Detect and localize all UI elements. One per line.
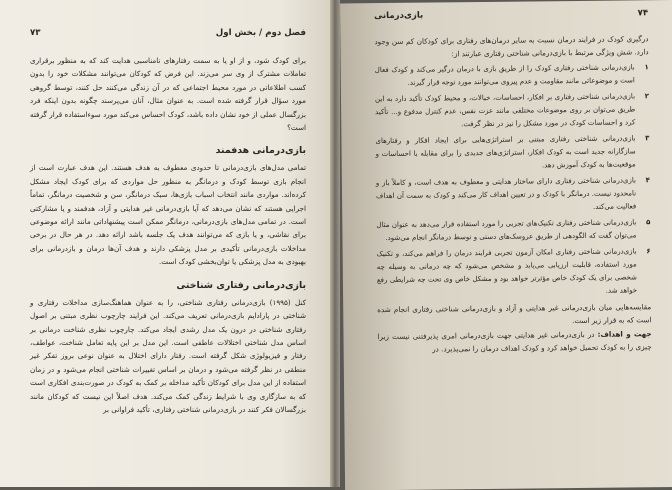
list-item-text: بازی‌درمانی شناختی رفتاری مبتنی بر استراتژی‌هایی برای ایجاد افکار و رفتارهای سازگارانه جدید است به کودک افکار، استراتژی‌های جدیدی را برای مقابله با احساسات و موقعیت‌ها به کودک آموزش دهد. bbox=[375, 134, 636, 170]
list-item-text: بازی‌درمانی شناختی رفتاری تکنیک‌های تجربی را مورد استفاده قرار می‌دهد به عنوان مثال می‌توان گفت که الگودهی از طریق عروسک‌های دستی و توسط درمانگر انجام می‌شود. bbox=[376, 218, 637, 242]
right-page bbox=[340, 0, 672, 490]
section-heading: بازی‌درمانی رفتاری شناختی bbox=[176, 279, 306, 291]
page-number: ۷۳ bbox=[30, 28, 41, 38]
list-item-number: ۴ bbox=[645, 176, 650, 185]
list-item-text: بازی‌درمانی شناختی رفتاری امکان آزمون تجربی فرایند درمان را فراهم می‌کند، و تکنیک مورد استفاده، قابلیت ارزیابی می‌یابد و مشخص می‌شود که چه درمانی به وسیله چه شخصی برای یک کودک خاص مؤثرتر خواهد بود و مشکل خاص وی تحت چه شرایطی رفع خواهد شد. bbox=[376, 247, 638, 295]
section-paragraph: کنل (۱۹۹۵) بازی‌درمانی رفتاری شناختی، را به عنوان هماهنگ‌سازی مداخلات رفتاری و شناختی در پارادایم بازی‌درمانی تعریف می‌کند. این فرایند چارچوب نظری مبتنی بر اصول رفتاری شناختی در درون یک مدل رشدی ایجاد می‌کند. چارچوب نظری شناخت درمانی بر اساس مدل شناختی اختلالات عاطفی است. این مدل بر این پایه تعامل شناخت، عواطف، رفتار و فیزیولوژی شکل گرفته است. رفتار دارای اختلال به عنوان نوعی بروز تفکر غیر منطقی در نظر گرفته می‌شود و درمان بر اساس تغییرات شناختی انجام می‌شود و در زمان استفاده از این مدل برای کودکان تأکید مداخله بر کمک به کودک در صورت‌بندی افکاری است که به سازگاری وی با شرایط زندگی کمک می‌کند. هدف اصلاً این نیست که کودکان مانند بزرگسالان فکر کنند در بازی‌درمانی شناختی رفتاری، تأکید فراوانی بر bbox=[30, 297, 306, 414]
page-number: ۷۴ bbox=[637, 8, 649, 19]
goals-paragraph bbox=[377, 327, 651, 357]
list-item bbox=[375, 90, 649, 132]
list-item-text: بازی‌درمانی شناختی رفتاری کودک را از طریق بازی با درمان درگیر می‌کند و کودک فعال است و موضوعاتی مانند مقاومت و عدم پیروی می‌توانند مورد توجه قرار گیرند. bbox=[374, 63, 635, 87]
book-gutter bbox=[330, 0, 340, 487]
list-item-number: ۵ bbox=[646, 218, 651, 227]
feature-list bbox=[375, 61, 651, 300]
section-heading: بازی‌درمانی هدفمند bbox=[215, 145, 306, 157]
list-item bbox=[375, 61, 649, 90]
goals-lead: جهت و اهداف: bbox=[597, 328, 652, 339]
section-paragraph: تمامی مدل‌های بازی‌درمانی تا حدودی معطوف به هدف هستند. این هدف عبارت است از انجام بازی توسط کودک و درمانگر به منظور حل مواردی که برای کودک ایجاد مشکل کرده‌اند. مواردی مانند انتخاب اسباب بازی‌ها، سبک درمانگر، سن و شخصیت درمانگر، تماماً اجرایی هستند که نشان می‌دهد که آیا بازی‌درمانی غیر هدایتی و آزاد، هدفمند و یا مشارکتی است. در تمامی مدل‌های بازی‌درمانی، درمانگر ممکن است پیشنهاداتی مانند ارائه موضوعی برای نقاشی، و یا بازی که می‌توانند هدف یک جلسه باشد ارائه دهد. در هر حال در برخی مداخلات بازی‌درمانی تأکیدی بر مدل پزشکی دارند و هدف آن‌ها درمان و بازدرمانی برای بهبودی به مدل پزشکی یا توان‌بخشی کودک است. bbox=[30, 163, 306, 267]
page-header-title: بازی‌درمانی bbox=[374, 10, 424, 22]
list-item-text: بازی‌درمانی شناختی رفتاری بر افکار، احساسات، خیالات، و محیط کودک تأکید دارد به این طریق می‌توان بر روی موضوعات مختلفی مانند عزت نفس، عدم کنترل مدفوع و... تأکید کرد و احساسات کودک در مورد مشکل را نیز در نظر گرفت. bbox=[374, 92, 636, 129]
intro-paragraph: برای کودک شود، و از او یا به سمت رفتارهای نامناسبی هدایت کند که به منظور برقراری تعاملات مشترک از وی سر می‌زند. این فرض که کودکان می‌توانند مشکلات خود را بدون کسب اطلاعاتی در مورد محیط اجتماعی که در آن زندگی می‌کنند حل کنند، توسط گروهی مورد سؤال قرار گرفته شده است. به عنوان مثال، آنان می‌پرسند چگونه بدون اینکه فرد بزرگسال عملی از خود نشان داده باشد، کودک احساس می‌کند مورد سوءاستفاده قرار گرفته است؟ bbox=[30, 56, 306, 133]
list-item-number: ۲ bbox=[644, 92, 650, 101]
page-header bbox=[30, 26, 306, 40]
list-item-number: ۳ bbox=[645, 134, 650, 143]
list-item bbox=[377, 245, 652, 300]
intro-paragraph: درگیری کودک در فرایند درمان نسبت به سایر درمان‌های رفتاری برای کودکان کم سن وجود دارد. شش ویژگی مرتبط با بازی‌درمانی شناختی رفتاری عبارتند از: bbox=[374, 34, 649, 59]
list-item-number: ۱ bbox=[644, 63, 649, 72]
list-item-number: ۶ bbox=[646, 247, 651, 256]
list-item bbox=[376, 174, 650, 216]
page-header bbox=[374, 6, 648, 23]
page-header-title: فصل دوم / بخش اول bbox=[215, 28, 306, 38]
list-item bbox=[375, 132, 649, 174]
list-item bbox=[376, 216, 650, 245]
goals-text: در بازی‌درمانی غیر هدایتی جهت بازی‌درمانی امری پذیرفتنی نیست زیرا چیزی را به کودک تحمیل خواهد کرد و کودک اهداف درمان را نمی‌پذیرد. در bbox=[377, 329, 652, 354]
list-item-text: بازی‌درمانی شناختی رفتاری دارای ساختار هدایتی و معطوف به هدف است، و کاملاً باز و نامحدود نیست. درمانگر با کودک و در تعیین اهداف کار می‌کند و کودک به سمت آن اهداف فعالیت می‌کند. bbox=[375, 176, 637, 211]
left-page bbox=[0, 0, 330, 487]
comparison-paragraph: مقایسه‌هایی میان بازی‌درمانی غیر هدایتی و آزاد و بازی‌درمانی شناختی رفتاری انجام شده است که به قرار زیر است. bbox=[377, 302, 652, 326]
